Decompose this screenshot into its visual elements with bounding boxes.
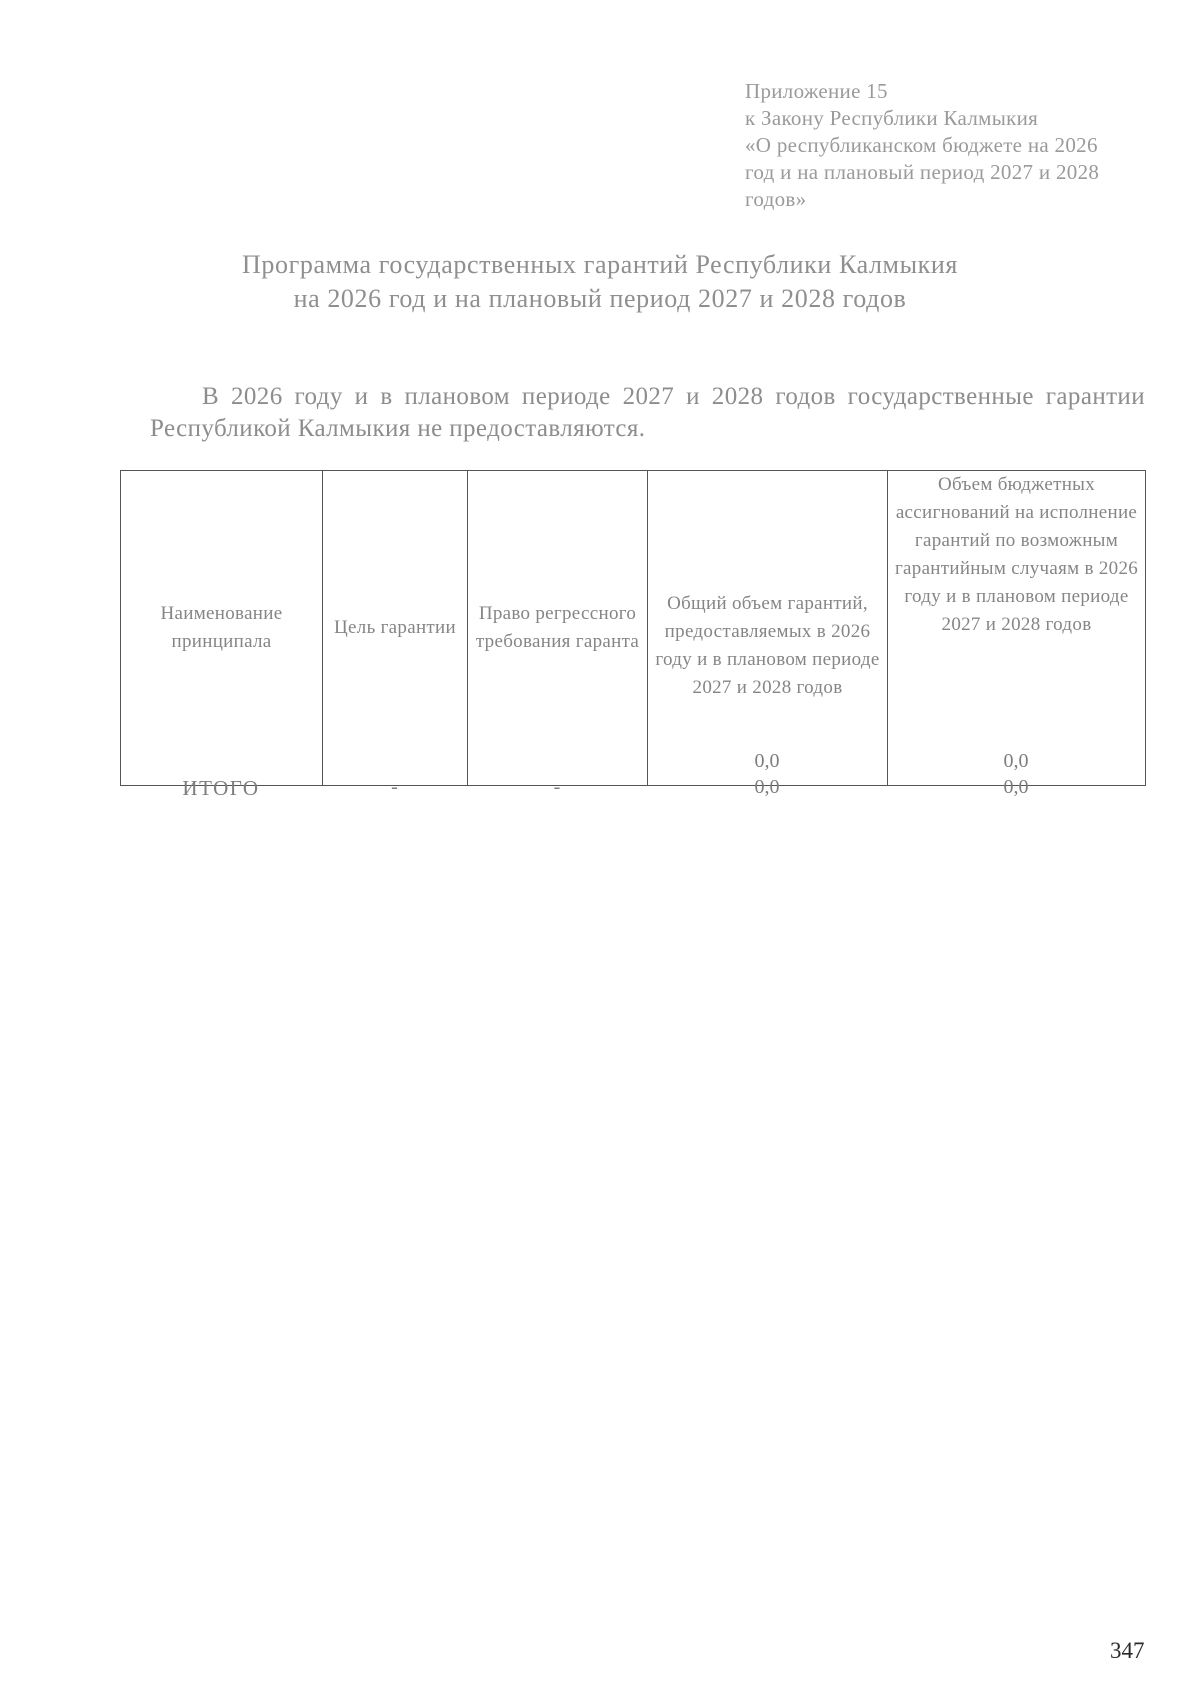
table-header-row: [121, 471, 1146, 786]
annex-line: Приложение 15: [745, 79, 888, 103]
annex-line: к Закону Республики Калмыкия: [745, 106, 1039, 130]
total-amount: 0,0: [754, 776, 780, 798]
guarantees-table: [120, 470, 1146, 786]
title-line: Программа государственных гарантий Республики Калмыкия: [242, 250, 958, 279]
guarantees-table-container: [120, 470, 1145, 786]
cell-budget: 0,0: [1003, 750, 1029, 772]
header-budget-allocation: Объем бюджетных ассигнований на исполнение гарантий по возможным гарантийным случаям в 2026 году и в плановом периоде 2027 и 2028 годов: [888, 471, 1146, 786]
annex-line: год и на плановый период 2027 и 2028: [745, 160, 1100, 184]
header-purpose: Цель гарантии: [323, 471, 468, 786]
table-row: [120, 750, 1145, 776]
page-number: 347: [1110, 1638, 1145, 1663]
header-recourse: Право регрессного требования гаранта: [468, 471, 648, 786]
title-line: на 2026 год и на плановый период 2027 и 2028 годов: [293, 284, 907, 313]
page-title: [150, 248, 1050, 316]
total-recourse: -: [553, 776, 561, 798]
annex-header: [745, 78, 1145, 213]
annex-line: годов»: [745, 187, 807, 211]
total-label: ИТОГО: [182, 776, 260, 800]
table-body: [120, 750, 1145, 802]
header-principal: Наименование принципала: [121, 471, 323, 786]
total-row: [120, 776, 1145, 802]
header-total-amount: Общий объем гарантий, предоставляемых в 2026 году и в плановом периоде 2027 и 2028 годов: [648, 471, 888, 786]
total-purpose: -: [391, 776, 398, 798]
intro-paragraph: В 2026 году и в плановом периоде 2027 и 2028 годов государственные гарантии Республикой Калмыкия не предоставляются.: [150, 383, 1145, 442]
cell-amount: 0,0: [754, 750, 780, 772]
total-budget: 0,0: [1003, 776, 1029, 798]
annex-line: «О республиканском бюджете на 2026: [745, 133, 1098, 157]
